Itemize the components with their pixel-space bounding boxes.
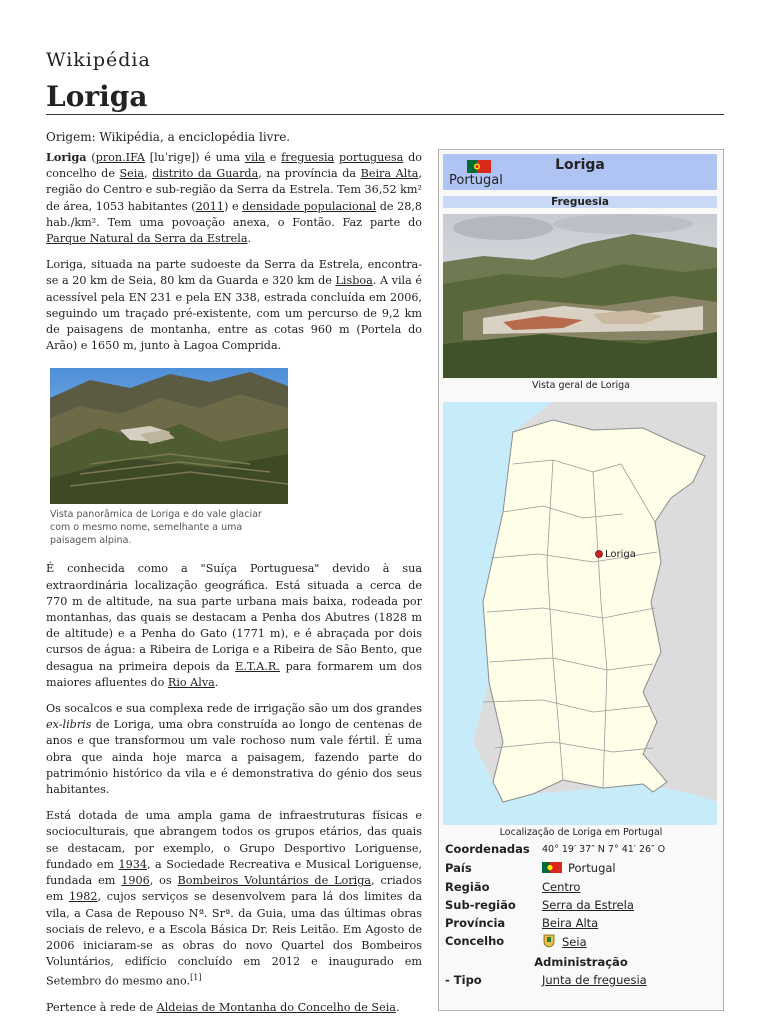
reference-1[interactable]: [1] <box>190 973 202 983</box>
panorama-figure <box>50 368 288 547</box>
text: . <box>395 1001 400 1015</box>
paragraph-location <box>46 257 422 354</box>
infobox-title: Loriga <box>555 157 605 173</box>
text: , a Sociedade Recreativa e Musical Loriguense, fundada em <box>46 857 422 888</box>
text: , criados em <box>46 874 422 904</box>
article-subject: Loriga <box>46 150 87 164</box>
row-provincia <box>443 916 719 934</box>
link-aldeias-montanha[interactable]: Aldeias de Montanha do Concelho de Seia <box>156 1001 396 1015</box>
text: para formarem um dos maiores afluentes do <box>46 659 422 689</box>
text: , os <box>149 874 178 888</box>
text: de Loriga, uma obra construída ao longo de centenas de anos e que transformou um vale rochoso num vale fértil. É uma obra que ainda hoje marca a paisagem, fazendo parte do património histórico da vila e é demonstrativa do génio dos seus habitantes. <box>46 718 422 797</box>
paragraph-infraestruturas <box>46 808 422 990</box>
label-pais: País <box>445 861 472 875</box>
link-pron-ifa[interactable]: pron.IFA <box>95 151 145 164</box>
portugal-flag-icon[interactable] <box>542 862 562 873</box>
link-freguesia[interactable]: freguesia <box>281 151 335 164</box>
paragraph-aldeias <box>46 1000 422 1016</box>
link-beira-alta[interactable]: Beira Alta <box>360 167 419 181</box>
coat-of-arms-icon[interactable] <box>542 934 556 948</box>
map-marker-label: Loriga <box>605 549 636 560</box>
row-regiao <box>443 880 719 898</box>
link-lisboa[interactable]: Lisboa <box>335 274 373 288</box>
row-tipo <box>443 973 719 991</box>
text: Está dotada de uma ampla gama de infraestruturas físicas e socioculturais, que abrangem todos os grupos etários, das quais se destacam, por exemplo, o Grupo Desportivo Loriguense, fundado em <box>46 809 422 871</box>
label-regiao: Região <box>445 880 490 894</box>
infobox-header <box>443 154 717 190</box>
paragraph-suica <box>46 561 422 691</box>
text: , na província da <box>258 167 361 181</box>
link-vila[interactable]: vila <box>244 151 265 164</box>
row-coordenadas <box>443 842 719 860</box>
text: ) e <box>224 199 243 213</box>
link-distrito-guarda[interactable]: distrito da Guarda <box>152 167 259 181</box>
link-serra-estrela[interactable]: Serra da Estrela <box>542 898 634 912</box>
text: , região do Centro e sub-região da Serra da Estrela. Tem 36,52 km² de área, 1053 habitantes ( <box>46 167 422 213</box>
text: Os socalcos e sua complexa rede de irrigação são um dos grandes <box>46 702 422 716</box>
text: e <box>264 151 282 164</box>
text: [luˈriɡɐ]) é uma <box>144 151 245 164</box>
link-centro[interactable]: Centro <box>542 880 581 894</box>
text: de 28,8 hab./km². Tem uma povoação anexa, o Fontão. Faz parte do <box>46 199 422 229</box>
section-administracao: Administração <box>534 955 628 969</box>
photo-caption: Vista geral de Loriga <box>532 380 630 391</box>
site-logo[interactable]: Wikipédia <box>46 49 151 71</box>
label-provincia: Província <box>445 916 506 930</box>
text: É conhecida como a "Suíça Portuguesa" devido à sua extraordinária localização geográfica. Está situada a cerca de 770 m de altitude, na sua parte urbana mais baixa, rodeada por montanhas, das quais se destacam a Penha dos Abutres (1828 m de altitude) e a Penha do Gato (1771 m), e é abraçada por dois cursos de água: a Ribeira de Loriga e a Ribeira de São Bento, que desagua na primeira depois da <box>46 562 422 673</box>
page-title: Loriga <box>46 80 148 113</box>
link-densidade[interactable]: densidade populacional <box>242 199 377 213</box>
link-beira-alta-infobox[interactable]: Beira Alta <box>542 916 599 930</box>
infobox-country[interactable]: Portugal <box>449 173 503 188</box>
label-tipo: - Tipo <box>445 973 482 987</box>
value-concelho <box>542 934 587 949</box>
link-bombeiros[interactable]: Bombeiros Voluntários de Loriga <box>177 874 372 888</box>
link-parque-natural[interactable]: Parque Natural da Serra da Estrela <box>46 232 248 246</box>
label-concelho: Concelho <box>445 934 505 948</box>
row-subregiao <box>443 898 719 916</box>
link-1906[interactable]: 1906 <box>121 874 150 888</box>
text: Loriga, situada na parte sudoeste da Serra da Estrela, encontra-se a 20 km de Seia, 80 km da Guarda e 320 km de <box>46 258 422 288</box>
infobox <box>438 149 724 1011</box>
text: . <box>247 232 252 246</box>
portugal-location-map[interactable] <box>443 402 717 825</box>
paragraph-intro <box>46 149 422 247</box>
panorama-caption: Vista panorâmica de Loriga e do vale glaciar com o mesmo nome, semelhante a uma paisagem alpina. <box>50 509 262 547</box>
label-coordenadas: Coordenadas <box>445 842 530 856</box>
article-body <box>46 149 422 1026</box>
link-seia[interactable]: Seia <box>119 167 145 181</box>
link-rio-alva[interactable]: Rio Alva <box>167 675 215 689</box>
value-pais <box>542 861 616 875</box>
portugal-flag-icon[interactable] <box>467 160 491 173</box>
text: . <box>214 675 219 689</box>
title-divider <box>46 114 724 115</box>
infobox-subheader: Freguesia <box>443 196 717 208</box>
text: ( <box>86 151 96 164</box>
panorama-image[interactable] <box>50 368 288 504</box>
row-pais <box>443 861 719 879</box>
link-portugal[interactable]: Portugal <box>568 861 616 875</box>
text: . A vila é acessível pela EN 231 e pela EN 338, estrada concluída em 2006, seguindo um traçado pré-existente, com um percurso de 9,2 km de paisagens de montanha, entre as cotas 960 m (Portela do Arão) e 1650 m, junto à Lagoa Comprida. <box>46 274 423 353</box>
value-coordenadas[interactable]: 40° 19′ 37″ N 7° 41′ 26″ O <box>542 844 666 855</box>
link-etar[interactable]: E.T.A.R. <box>235 659 280 673</box>
link-1934[interactable]: 1934 <box>118 857 147 871</box>
label-subregiao: Sub-região <box>445 898 516 912</box>
link-2011[interactable]: 2011 <box>195 199 225 213</box>
paragraph-socalcos <box>46 701 422 798</box>
ex-libris-term: ex-libris <box>46 718 92 732</box>
text: Pertence à rede de <box>46 1001 157 1015</box>
link-portuguesa[interactable]: portuguesa <box>338 151 404 164</box>
text: , <box>144 167 153 181</box>
map-caption: Localização de Loriga em Portugal <box>499 827 663 838</box>
text: , cujos serviços se desenvolvem para lá dos limites da vila, a Casa de Repouso Nª. Srª. da Guia, uma das últimas obras sociais de relevo, e a Escola Básica Dr. Reis Leitão. Em Agosto de 2006 iniciaram-se as obras do novo Quartel dos Bombeiros Voluntários, edifício concluído em 2012 e inaugurado em Setembro do mesmo ano. <box>46 890 422 989</box>
origin-note: Origem: Wikipédia, a enciclopédia livre. <box>46 130 291 144</box>
link-junta-freguesia[interactable]: Junta de freguesia <box>542 973 647 987</box>
link-seia-infobox[interactable]: Seia <box>562 935 587 949</box>
row-concelho <box>443 934 719 952</box>
text: do concelho de <box>46 151 422 181</box>
link-1982[interactable]: 1982 <box>68 890 98 904</box>
loriga-photo[interactable] <box>443 214 717 378</box>
